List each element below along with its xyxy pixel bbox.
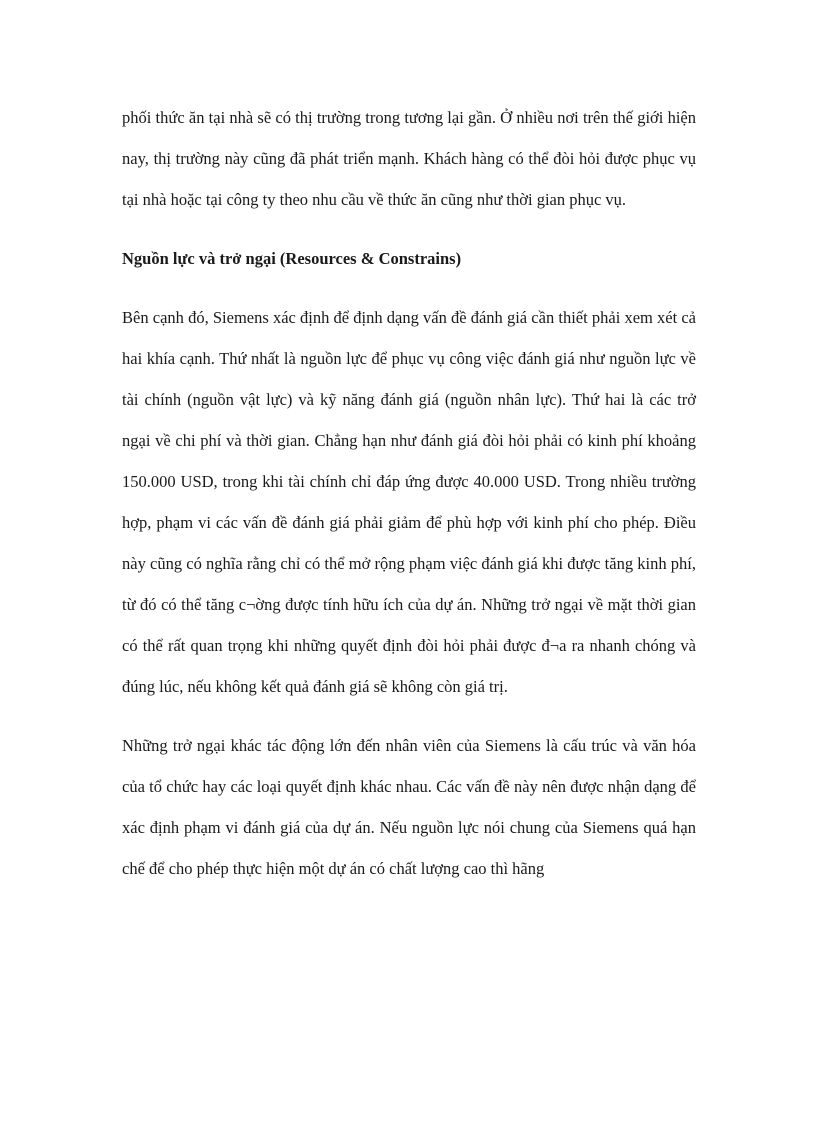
- paragraph-food-delivery: phối thức ăn tại nhà sẽ có thị trường trong tương lại gần. Ở nhiều nơi trên thế giới hiện nay, thị trường này cũng đã phát triển mạnh. Khách hàng có thể đòi hỏi được phục vụ tại nhà hoặc tại công ty theo nhu cầu về thức ăn cũng như thời gian phục vụ.: [122, 108, 696, 209]
- paragraph-other-constraints: Những trở ngại khác tác động lớn đến nhân viên của Siemens là cấu trúc và văn hóa của tổ chức hay các loại quyết định khác nhau. Các vấn đề này nên được nhận dạng để xác định phạm vi đánh giá của dự án. Nếu nguồn lực nói chung của Siemens quá hạn chế để cho phép thực hiện một dự án có chất lượng cao thì hãng: [122, 736, 696, 878]
- paragraph-resources: Bên cạnh đó, Siemens xác định để định dạng vấn đề đánh giá cần thiết phải xem xét cả hai khía cạnh. Thứ nhất là nguồn lực để phục vụ công việc đánh giá như nguồn lực về tài chính (nguồn vật lực) và kỹ năng đánh giá (nguồn nhân lực). Thứ hai là các trở ngại về chi phí và thời gian. Chẳng hạn như đánh giá đòi hỏi phải có kinh phí khoảng 150.000 USD, trong khi tài chính chỉ đáp ứng được 40.000 USD. Trong nhiều trường hợp, phạm vi các vấn đề đánh giá phải giảm để phù hợp với kinh phí cho phép. Điều này cũng có nghĩa rằng chỉ có thể mở rộng phạm việc đánh giá khi được tăng kinh phí, từ đó có thể tăng c¬ờng được tính hữu ích của dự án. Những trở ngại về mặt thời gian có thể rất quan trọng khi những quyết định đòi hỏi phải được đ¬a ra nhanh chóng và đúng lúc, nếu không kết quả đánh giá sẽ không còn giá trị.: [122, 308, 696, 696]
- section-heading-resources-constraints: Nguồn lực và trở ngại (Resources & Constrains): [122, 249, 462, 268]
- document-body: [122, 97, 696, 907]
